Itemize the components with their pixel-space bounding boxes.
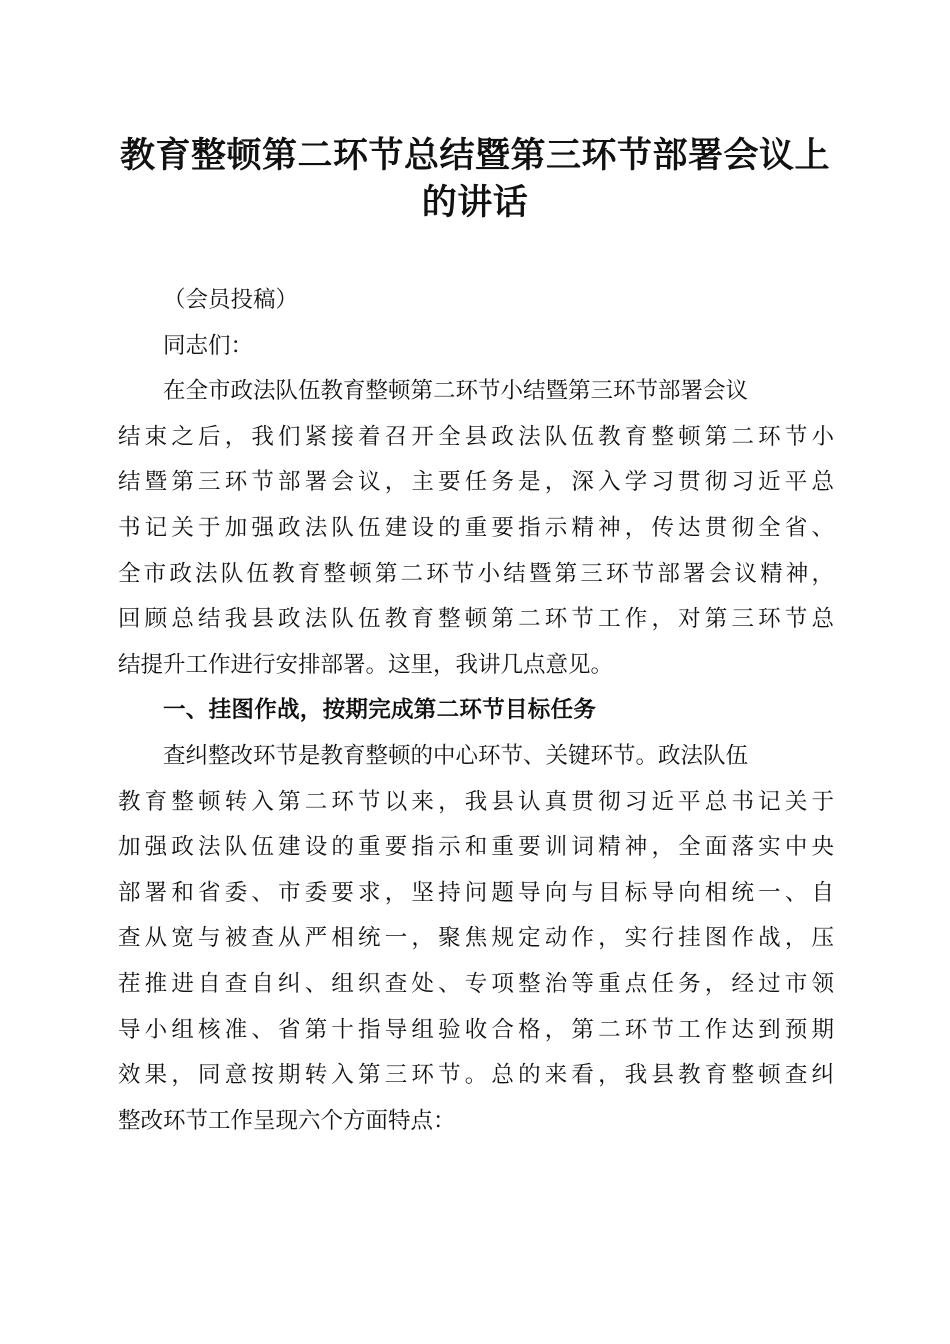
title-line-2: 的讲话 [421,182,529,223]
source-note: （会员投稿） [163,287,299,313]
section-1-line: 整改环节工作呈现六个方面特点： [118,1107,456,1134]
section-1-line: 查纠整改环节是教育整顿的中心环节、关键环节。政法队伍 [163,742,749,769]
intro-line: 全市政法队伍教育整顿第二环节小结暨第三环节部署会议精神， [118,560,834,587]
section-1-paragraph [118,734,834,1144]
intro-line: 结提升工作进行安排部署。这里，我讲几点意见。 [118,651,614,678]
intro-line: 在全市政法队伍教育整顿第二环节小结暨第三环节部署会议 [163,378,749,405]
document-body [118,278,834,1144]
intro-line: 书记关于加强政法队伍建设的重要指示精神，传达贯彻全省、 [118,514,834,541]
section-1-line: 效果，同意按期转入第三环节。总的来看，我县教育整顿查纠 [118,1062,834,1089]
title-line-1: 教育整顿第二环节总结暨第三环节部署会议上 [119,135,830,176]
intro-paragraph [118,369,834,688]
section-1-heading: 一、挂图作战，按期完成第二环节目标任务 [163,697,597,724]
section-1-line: 导小组核准、省第十指导组验收合格，第二环节工作达到预期 [118,1016,834,1043]
section-1-line: 查从宽与被查从严相统一，聚焦规定动作，实行挂图作战，压 [118,925,834,952]
intro-line: 结束之后，我们紧接着召开全县政法队伍教育整顿第二环节小 [118,423,834,450]
section-1-line: 加强政法队伍建设的重要指示和重要训词精神，全面落实中央 [118,834,834,861]
document-title [110,132,840,226]
section-1-line: 茬推进自查自纠、组织查处、专项整治等重点任务，经过市领 [118,970,834,997]
salutation: 同志们： [163,332,254,359]
intro-line: 回顾总结我县政法队伍教育整顿第二环节工作，对第三环节总 [118,606,834,633]
section-1-line: 教育整顿转入第二环节以来，我县认真贯彻习近平总书记关于 [118,788,834,815]
section-1-line: 部署和省委、市委要求，坚持问题导向与目标导向相统一、自 [118,879,834,906]
intro-line: 结暨第三环节部署会议，主要任务是，深入学习贯彻习近平总 [118,469,834,496]
